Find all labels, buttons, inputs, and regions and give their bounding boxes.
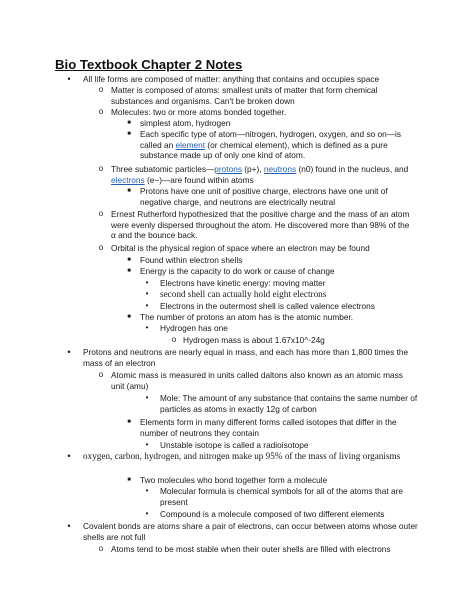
outline-item-text: Mole: The amount of any substance that contains the same number of particles as atoms in exactly 12g of carbon xyxy=(160,393,418,414)
bullet-marker: o xyxy=(98,243,104,252)
bullet-marker: ■ xyxy=(127,257,131,263)
outline-item-text: Covalent bonds are atoms share a pair of electrons, can occur between atoms whose outer shells are not full xyxy=(83,521,418,542)
bullet-marker: • xyxy=(145,289,149,298)
bullet-marker: • xyxy=(145,323,149,332)
bullet-marker: • xyxy=(67,347,71,357)
term-link[interactable]: element xyxy=(175,139,206,150)
bullet-marker: • xyxy=(67,451,71,461)
page-title: Bio Textbook Chapter 2 Notes xyxy=(55,57,243,72)
bullet-marker: o xyxy=(98,544,104,553)
bullet-marker: ■ xyxy=(127,268,131,274)
outline-item-text: Molecular formula is chemical symbols for all of the atoms that are present xyxy=(160,486,404,507)
outline-item-text: Ernest Rutherford hypothesized that the positive charge and the mass of an atom were evenly dispersed throughout the atom. He discovered more than 98% of the α and the bounce back. xyxy=(111,209,410,241)
outline-item-text: Compound is a molecule composed of two different elements xyxy=(160,509,385,519)
bullet-marker: o xyxy=(171,335,177,344)
outline-item-text: Protons have one unit of positive charge, electrons have one unit of negative charge, and neutrons are electrically neutral xyxy=(140,186,388,207)
outline-item-text: simplest atom, hydrogen xyxy=(140,118,231,128)
outline-item-text xyxy=(140,129,418,161)
term-link[interactable]: neutrons xyxy=(263,164,297,174)
outline-item-text: second shell can actually hold eight electrons xyxy=(160,289,327,299)
bullet-marker: • xyxy=(67,74,71,84)
bullet-marker: o xyxy=(98,107,104,116)
outline-item-text: Hydrogen has one xyxy=(160,323,228,333)
text-fragment: (n0) found in the nucleus, and xyxy=(296,164,409,174)
outline-item-text: All life forms are composed of matter: anything that contains and occupies space xyxy=(83,74,380,84)
outline-item-text: Electrons have kinetic energy: moving matter xyxy=(160,278,326,288)
bullet-marker: ■ xyxy=(127,188,131,194)
bullet-marker: o xyxy=(98,370,104,379)
term-link[interactable]: electrons xyxy=(111,174,145,185)
text-fragment: Three subatomic particles— xyxy=(111,164,215,174)
outline-item-text: Matter is composed of atoms: smallest units of matter that form chemical substances and organisms. Can't be broken down xyxy=(111,85,378,106)
bullet-marker: • xyxy=(145,301,149,310)
outline-item-text: Molecules: two or more atoms bonded together. xyxy=(111,107,287,117)
outline-item-text: Electrons in the outermost shell is called valence electrons xyxy=(160,301,375,311)
bullet-marker: • xyxy=(145,486,149,495)
bullet-marker: o xyxy=(98,164,104,173)
outline-item-text: Atoms tend to be most stable when their outer shells are filled with electrons xyxy=(111,544,391,554)
bullet-marker: ■ xyxy=(127,131,131,137)
outline-item-text: Elements form in many different forms called isotopes that differ in the number of neutrons they contain xyxy=(140,417,397,438)
text-fragment: Each specific type of atom—nitrogen, hydrogen, oxygen, and so on—is called an xyxy=(140,129,402,150)
outline-item-text: Atomic mass is measured in units called daltons also known as an atomic mass unit (amu) xyxy=(111,370,403,391)
bullet-marker: o xyxy=(98,85,104,94)
bullet-marker: ■ xyxy=(127,477,131,483)
bullet-marker: ■ xyxy=(127,120,131,126)
bullet-marker: o xyxy=(98,209,104,218)
outline-item-text: oxygen, carbon, hydrogen, and nitrogen make up 95% of the mass of living organisms xyxy=(83,451,401,461)
outline-item-text: Unstable isotope is called a radioisotope xyxy=(160,440,309,450)
bullet-marker: • xyxy=(145,278,149,287)
text-fragment: (e−)—are found within atoms xyxy=(144,174,254,185)
outline-item-text xyxy=(111,164,416,185)
outline-item-text: The number of protons an atom has is the atomic number. xyxy=(140,312,354,322)
bullet-marker: • xyxy=(67,521,71,531)
text-fragment: (p+), xyxy=(241,164,264,174)
outline-item-text: Protons and neutrons are nearly equal in mass, and each has more than 1,800 times the mass of an electron xyxy=(83,347,409,368)
outline-item-text: Hydrogen mass is about 1.67x10^-24g xyxy=(183,335,325,345)
bullet-marker: ■ xyxy=(127,419,131,425)
bullet-marker: • xyxy=(145,509,149,518)
bullet-marker: • xyxy=(145,440,149,449)
bullet-marker: • xyxy=(145,393,149,402)
term-link[interactable]: protons xyxy=(214,164,242,174)
bullet-marker: ■ xyxy=(127,314,131,320)
outline-item-text: Found within electron shells xyxy=(140,255,243,265)
outline-item-text: Energy is the capacity to do work or cause of change xyxy=(140,266,335,276)
outline-item-text: Orbital is the physical region of space where an electron may be found xyxy=(111,243,370,253)
text-fragment: (or chemical element), which is defined as a pure substance made up of only one kind of atom. xyxy=(140,139,388,161)
outline-item-text: Two molecules who bond together form a molecule xyxy=(140,475,328,485)
